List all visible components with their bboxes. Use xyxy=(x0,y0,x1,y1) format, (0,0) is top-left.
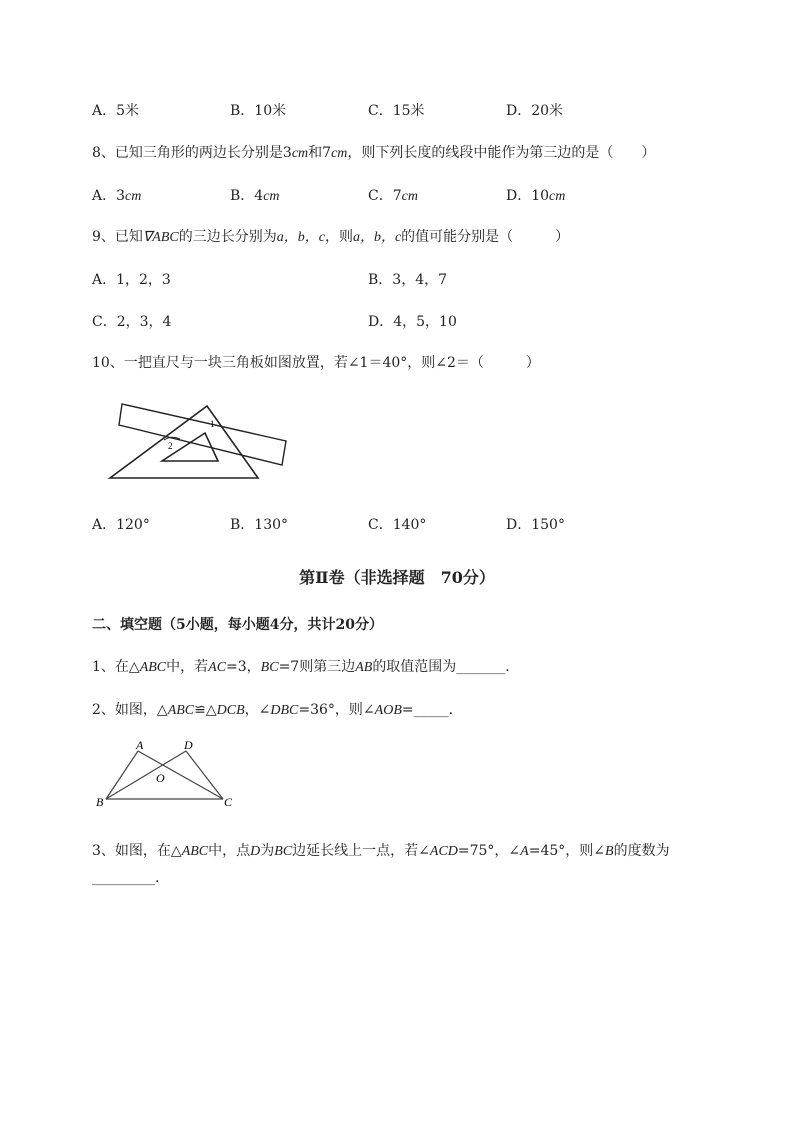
point-a-label: A xyxy=(136,738,144,752)
q7-option-c: C．15米 xyxy=(368,103,425,119)
angle-2-label: 2 xyxy=(168,441,173,451)
q8-option-a: A．3cm xyxy=(92,188,142,204)
q7-option-a: A．5米 xyxy=(92,103,140,119)
q8-option-d: D．10cm xyxy=(506,188,566,204)
q10-option-d: D．150° xyxy=(506,517,565,533)
q9-option-b: B．3，4，7 xyxy=(368,272,448,288)
section-2-heading: 二、填空题（5小题，每小题4分，共计20分） xyxy=(92,617,383,633)
question-10: 10、一把直尺与一块三角板如图放置，若∠1＝40°，则∠2＝（ ） xyxy=(92,355,540,371)
fill-question-3-blank: _________. xyxy=(92,870,160,886)
q9-option-d: D．4，5，10 xyxy=(368,314,457,330)
fill-question-1: 1、在△ABC中，若AC=3，BC=7则第三边AB的取值范围为_______. xyxy=(92,659,510,675)
question-8: 8、已知三角形的两边长分别是3cm和7cm，则下列长度的线段中能作为第三边的是（ ） xyxy=(92,145,656,161)
outer-triangle xyxy=(110,406,258,478)
question-9: 9、已知∇ABC的三边长分别为a，b，c，则a，b，c的值可能分别是（ ） xyxy=(92,229,570,245)
q7-option-d: D．20米 xyxy=(506,103,564,119)
point-c-label: C xyxy=(224,795,233,809)
q10-option-a: A．120° xyxy=(92,517,150,533)
fill-2-triangles-figure xyxy=(90,738,250,810)
q8-option-b: B．4cm xyxy=(230,188,280,204)
fill-question-2: 2、如图，△ABC≌△DCB，∠DBC=36°，则∠AOB=_____. xyxy=(92,702,454,718)
q10-option-c: C．140° xyxy=(368,517,427,533)
q7-option-b: B．10米 xyxy=(230,103,287,119)
point-o-label: O xyxy=(156,771,165,785)
point-d-label: D xyxy=(184,738,193,752)
q10-ruler-triangle-figure xyxy=(100,395,300,485)
q8-option-c: C．7cm xyxy=(368,188,418,204)
q9-option-c: C．2，3，4 xyxy=(92,314,172,330)
q9-option-a: A．1，2，3 xyxy=(92,272,171,288)
q10-option-b: B．130° xyxy=(230,517,289,533)
angle-1-label: 1 xyxy=(210,419,215,429)
point-b-label: B xyxy=(96,795,104,809)
section-title: 第Ⅱ卷（非选择题 70分） xyxy=(299,568,495,587)
fill-question-3: 3、如图，在△ABC中，点D为BC边延长线上一点，若∠ACD=75°，∠A=45°，则∠B的度数为 xyxy=(92,843,670,859)
